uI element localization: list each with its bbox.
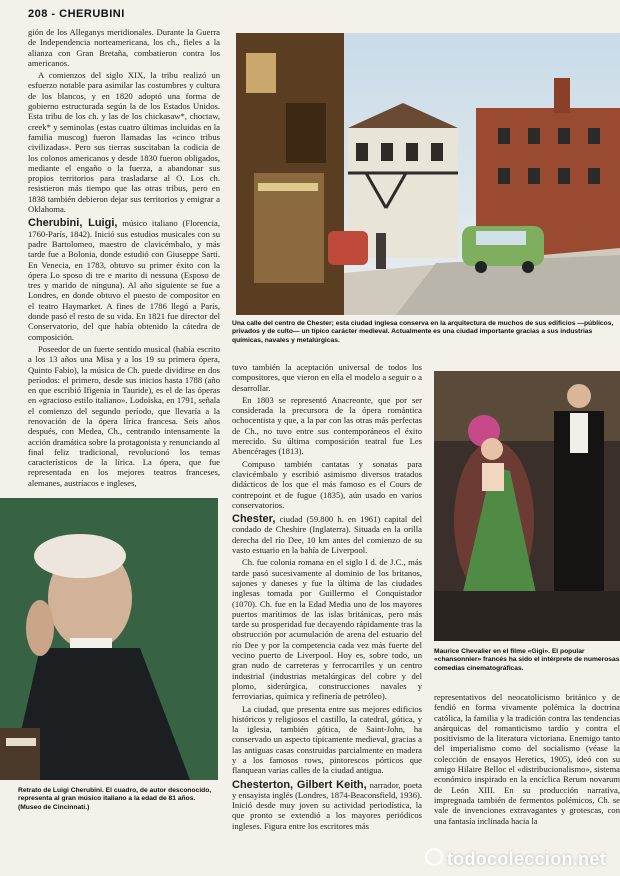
- section-title: CHERUBINI: [59, 8, 125, 20]
- portrait-caption: Retrato de Luigi Cherubini. El cuadro, de autor desconocido, representa al gran músico italiano a la edad de 81 años. (Museo de Cincinnati.): [18, 787, 212, 811]
- page-number: 208: [28, 8, 48, 20]
- paragraph: Ch. fue colonia romana en el siglo I d. de J.C., más tarde pasó sucesivamente al dominio de los britanos, sajones y daneses y fue la última de las ciudades inglesas tomada por Guillermo el Conquistador (1070). Ch. fue en la Edad Media uno de los mayores puertos marítimos de las islas británicas, pero más tarde su prosperidad fue decayendo rápidamente tras la obstrucción por acumulación de arena del estuario del río Dee y por la competencia cada vez más fuerte del vecino puerto de Liverpool. Hoy es, sobre todo, un gran nudo de carreteras y ferrocarriles y un centro industrial (industrias metalúrgicas del cobre y del plomo, siderúrgica, construcciones navales y ferroviarias, química y refinería de petróleo).: [232, 557, 422, 702]
- cherubini-portrait-photo: [0, 498, 218, 780]
- entry-text: ciudad (59.800 h. en 1961) capital del condado de Cheshire (Inglaterra). Situada en la orilla derecha del río Dee, 10 km antes del comienzo de su vasto estuario en la bahía de Liverpool.: [232, 514, 422, 556]
- entry-chesterton: [232, 780, 422, 831]
- paragraph: representativos del neocatolicismo británico y de fendió en forma vivamente polémica la doctrina católica, la familia y la tradición contra las tendencias anárquicas del romanticismo tardío y contra el positivismo de la literatura victoriana. Enemigo tanto del imperialismo como del socialismo (véase la colección de ensayos Heretics, 1905), ideó con su amigo Hilaire Belloc el «distribucionalismo», sistema económico inspirado en la encíclica Rerum novarum de León XIII. En su producción narrativa, impregnada también de fermentos polémicos, Ch. se vale de invenciones extravagantes y grotescas, con una fantasía inclinada hacia la: [434, 692, 620, 826]
- paragraph: tuvo también la aceptación universal de todos los compositores, que vieron en ella el modelo a seguir o a desarrollar.: [232, 362, 422, 393]
- entry-text: músico italiano (Florencia, 1760-París, 1842). Inició sus estudios musicales con su padre Bartolomeo, maestro de clavicémbalo, y más tarde fue a Bolonia, donde estudió con Giuseppe Sarti. En Venecia, en 1783, obtuvo su primer éxito con la ópera Lo sposo di tre e marito di nessuna (Esposo de tres y marido de ninguna). Al año siguiente se fue a Londres, en donde obtuvo el puesto de compositor en el teatro Haymarket. A fines de 1786 llegó a París, donde pasó el resto de su vida. En 1821 fue director del Conservatorio, del que había obtenido la cátedra de composición.: [28, 218, 220, 342]
- watermark-logo-icon: [425, 848, 443, 866]
- paragraph: Poseedor de un fuerte sentido musical (había escrito a los 13 años una Misa y a los 19 su primera ópera, Quinto Fabio), la música de Ch. puede dividirse en dos períodos: el primero, desde sus inicios hasta 1788 (año en que escribió Ifigenia in Tauride), es el de las óperas en «gracioso estilo italiano». Lodoïska, en 1791, señala el comienzo del segundo período, que llevaría a la renovación de la ópera lírica francesa. Seis años después, con Medea, Ch., centrando intensamente la acción dramática sobre la protagonista y renunciando al final feliz tradicional, revolucionó los temas característicos de la lírica. La ópera, que fue representada en los mejores teatros franceses, alemanes, austríacos e ingleses,: [28, 343, 220, 488]
- entry-text: narrador, poeta y ensayista inglés (Londres, 1874-Beaconsfield, 1936). Inició desde muy joven su actividad periodística, la que pronto se extendió a los mayores periódicos ingleses. Figura entre los escritores más: [232, 779, 422, 831]
- chester-photo-caption: Una calle del centro de Chester; esta ciudad inglesa conserva en la arquitectura de muchos de sus edificios —públicos, privados y de culto— un típico carácter medieval. Actualmente es una ciudad importante gracias a sus industrias químicas, navales y metalúrgicas.: [232, 320, 614, 344]
- chester-street-photo: [236, 33, 620, 315]
- gigi-photo-caption: Maurice Chevalier en el filme «Gigi». El popular «chansonnier» francés ha sido el intérprete de numerosas comedias cinematográficas.: [434, 648, 620, 672]
- entry-heading: Chester,: [232, 513, 276, 526]
- gigi-film-photo: [434, 371, 620, 641]
- chester-street-illustration: [236, 33, 620, 315]
- paragraph: gión de los Alleganys meridionales. Durante la Guerra de Independencia norteamericana, los ch., fieles a la alianza con Gran Bretaña, combatieron contra los americanos.: [28, 27, 220, 68]
- entry-heading: Cherubini, Luigi,: [28, 217, 118, 230]
- gigi-film-illustration: [434, 371, 620, 641]
- middle-column: [232, 362, 422, 876]
- paragraph: En 1803 se representó Anacreonte, que por ser considerada la precursora de la ópera romántica ochocentista y que, a la par con las otras más perfectas de Ch., no tuvo entre sus contemporáneos el éxito merecido. Su última composición teatral fue Les Abencérages (1813).: [232, 394, 422, 457]
- paragraph: Compuso también cantatas y sonatas para clavicémbalo y escribió asimismo diversos tratados didácticos de los que el más famoso es el Cours de contrepoint et de fugue (1835), aún usado en varios conservatorios.: [232, 458, 422, 510]
- watermark: [425, 848, 606, 870]
- watermark-text: todocoleccion.net: [446, 849, 606, 869]
- right-column: [434, 692, 620, 842]
- paragraph: La ciudad, que presenta entre sus mejores edificios históricos y religiosos el castillo, la catedral, gótica, y la iglesia, también gótica, de Saint-John, ha conservado un aspecto típicamente medieval, gracias a las antiguas casas construidas parcialmente en madera y a los famosos rows, pintorescos pórticos que flanquean varias calles de la ciudad antigua.: [232, 703, 422, 776]
- paragraph: A comienzos del siglo XIX, la tribu realizó un esfuerzo notable para asimilar las costumbres y cultura de los blancos, y en 1820 adoptó una forma de gobierno estructurada según la de los Estados Unidos. Esta tribu de los ch. y las de los chickasaw*, choctaw, creek* y seminolas (estas cuatro últimas incluidas en la familia muscog) fueron llamadas las «cinco tribus civilizadas». Pero sus tierras suscitaban la codicia de los colonos americanos y desde 1830 fueron obligados, mediante el engaño o la fuerza, a abandonar sus propios territorios para trasladarse al O. Los ch. resistieron más tiempo que las otras tribus, pero en 1838 también debieron dejar sus territorios y emigrar a Oklahoma.: [28, 70, 220, 215]
- left-column: [28, 27, 220, 497]
- cherubini-portrait-illustration: [0, 498, 218, 780]
- entry-cherubini: [28, 218, 220, 342]
- entry-heading: Chesterton, Gilbert Keith,: [232, 778, 367, 791]
- entry-chester: [232, 514, 422, 555]
- page-header: 208 - CHERUBINI: [28, 8, 125, 20]
